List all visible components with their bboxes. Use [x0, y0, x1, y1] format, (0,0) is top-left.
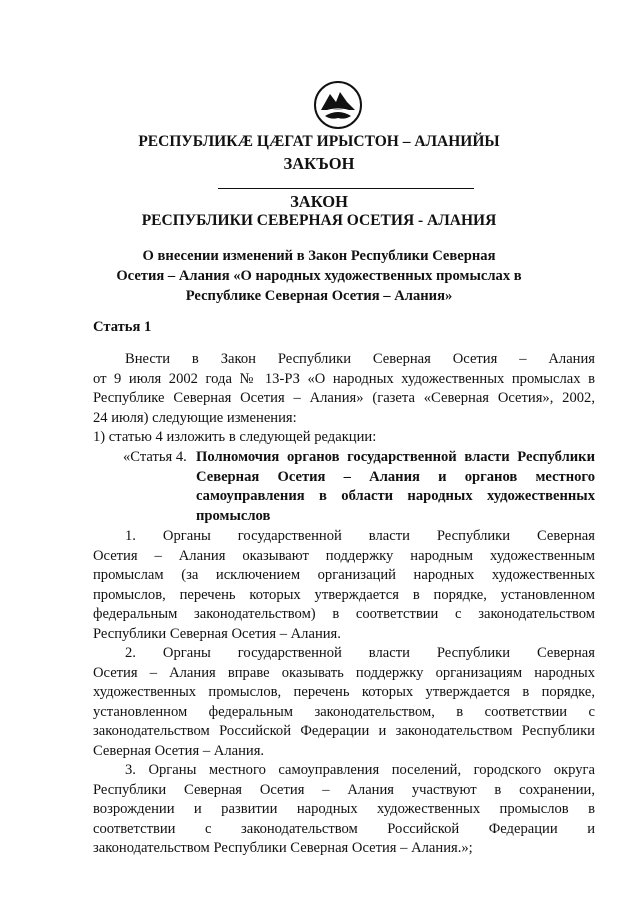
text-line: промыслов, перечень которых утверждается в порядке, установленном	[93, 586, 595, 603]
ossetian-republic-name: РЕСПУБЛИКÆ ЦÆГАТ ИРЫСТОН – АЛАНИЙЫ	[138, 133, 500, 150]
text-line: 1. Органы государственной власти Республики Северная	[125, 528, 595, 544]
header-divider	[218, 188, 474, 189]
text-line: художественных промыслов, перечень которых утверждается в порядке,	[93, 684, 595, 700]
paragraph-2	[93, 644, 595, 761]
republic-name: РЕСПУБЛИКИ СЕВЕРНАЯ ОСЕТИЯ - АЛАНИЯ	[141, 212, 497, 229]
coat-of-arms-emblem	[313, 80, 363, 130]
text-line: Северная Осетия – Алания.	[93, 742, 265, 759]
document-title-line: Республике Северная Осетия – Алания»	[185, 288, 453, 304]
text-line: федеральным законодательством) в соответствии с законодательством	[93, 606, 595, 622]
law-title: ЗАКОН	[290, 192, 348, 211]
text-line: Внести в Закон Республики Северная Осетия – Алания	[125, 351, 595, 367]
text-line: промыслам (за исключением организаций народных художественных	[93, 567, 595, 583]
article-1-intro	[93, 350, 595, 448]
text-line: промыслов	[196, 507, 271, 524]
text-line: Полномочия органов государственной власти Республики	[196, 449, 595, 465]
text-line: 24 июля) следующие изменения:	[93, 409, 297, 426]
document-title	[0, 246, 638, 306]
text-line: от 9 июля 2002 года № 13-РЗ «О народных художественных промыслах в	[93, 370, 595, 387]
document-title-line: Осетия – Алания «О народных художественных промыслах в	[116, 268, 522, 284]
item-1: 1) статью 4 изложить в следующей редакции:	[93, 429, 377, 445]
paragraph-3	[93, 761, 595, 859]
document-title-line: О внесении изменений в Закон Республики Северная	[142, 248, 496, 264]
text-line: самоуправления в области народных художественных	[196, 488, 595, 504]
text-line: Осетия – Алания оказывают поддержку народным художественным	[93, 547, 595, 564]
text-line: соответствии с законодательством Российской Федерации и	[93, 820, 595, 837]
paragraph-1	[93, 527, 595, 644]
article-1-heading: Статья 1	[93, 319, 152, 335]
text-line: 3. Органы местного самоуправления поселений, городского округа	[125, 762, 595, 778]
text-line: возрождении и развитии народных художественных промыслов в	[93, 801, 595, 817]
text-line: 2. Органы государственной власти Республики Северная	[125, 645, 595, 661]
text-line: установленном федеральным законодательством, в соответствии с	[93, 703, 595, 720]
text-line: законодательством Республики Северная Осетия – Алания.»;	[93, 840, 473, 856]
text-line: Республики Северная Осетия – Алания участвуют в сохранении,	[93, 781, 595, 798]
text-line: Республике Северная Осетия – Алания» (газета «Северная Осетия», 2002,	[93, 390, 595, 406]
text-line: Республики Северная Осетия – Алания.	[93, 625, 341, 642]
ossetian-law-title: ЗАКЪОН	[283, 154, 355, 173]
text-line: Северная Осетия – Алания и органов местного	[196, 468, 595, 485]
text-line: Осетия – Алания вправе оказывать поддержку организациям народных	[93, 664, 595, 681]
new-article-lead: «Статья 4.	[123, 449, 187, 465]
text-line: законодательством Российской Федерации и законодательством Республики	[93, 723, 595, 739]
new-article-title	[196, 448, 595, 526]
